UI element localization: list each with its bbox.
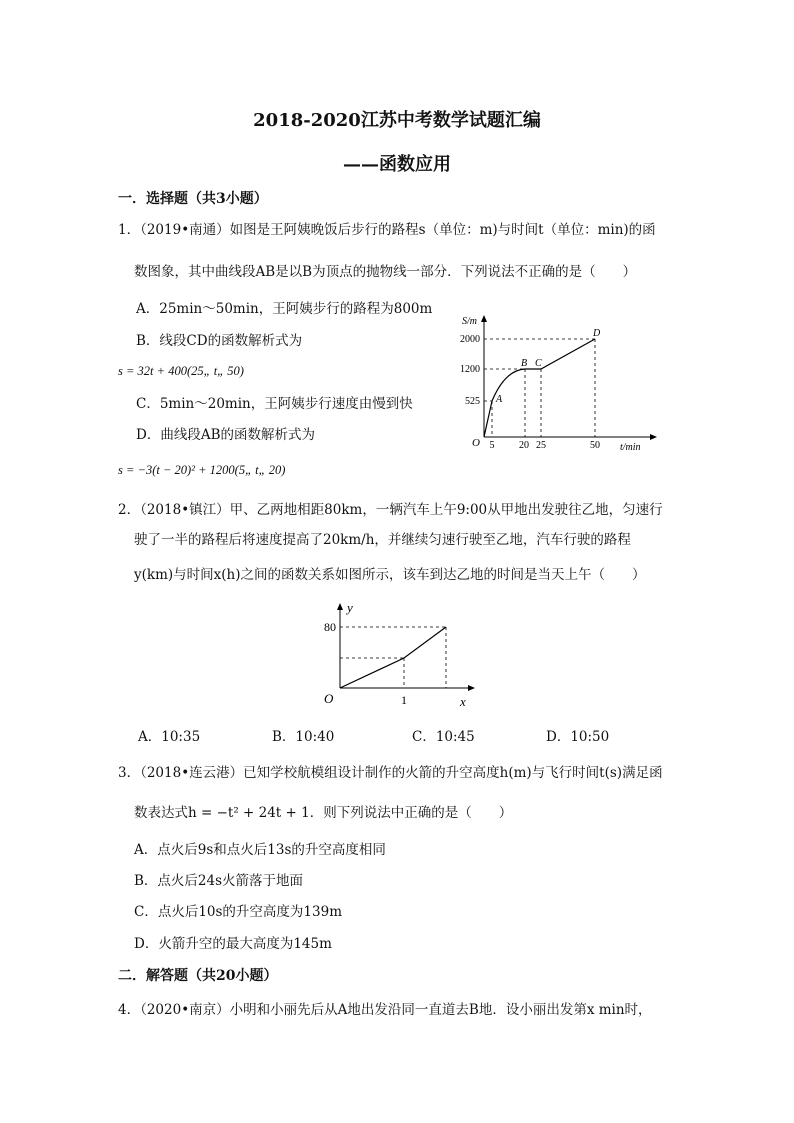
q2-graph-line: [340, 627, 446, 688]
q2-origin-label: O: [324, 691, 334, 706]
q1-y-axis-label: S/m: [462, 316, 477, 327]
q1-point-a: A: [496, 394, 503, 405]
q1-point-b: B: [521, 358, 528, 369]
q2-y-axis-label: y: [347, 600, 353, 615]
q2-option-a: A．10:35: [138, 729, 201, 745]
q3-option-a: A．点火后9s和点火后13s的升空高度相同: [134, 842, 386, 858]
q3-option-c: C．点火后10s的升空高度为139m: [134, 904, 343, 920]
q1-xtick-25: 25: [536, 440, 546, 450]
q2-x-axis-label: x: [460, 694, 466, 709]
q1-xtick-20: 20: [519, 440, 529, 450]
q4-stem-line1: 4．（2020•南京）小明和小丽先后从A地出发沿同一直道去B地．设小丽出发第x min时，: [118, 1002, 652, 1018]
q1-origin-label: O: [472, 437, 480, 449]
q1-point-d: D: [593, 328, 601, 339]
q1-stem-line1: 1．（2019•南通）如图是王阿姨晚饭后步行的路程s（单位：m)与时间t（单位：min)的函: [118, 222, 656, 238]
q2-y-axis-arrow: [337, 603, 343, 610]
q1-distance-time-graph: [450, 310, 660, 450]
q3-option-d: D．火箭升空的最大高度为145m: [134, 936, 332, 952]
q1-ytick-1200: 1200: [460, 364, 480, 375]
q2-xtick-1: 1: [401, 693, 407, 707]
section-heading-answer: 二．解答题（共20小题）: [118, 968, 278, 984]
page-title: 2018-2020江苏中考数学试题汇编: [253, 110, 541, 131]
q3-stem-line1: 3．（2018•连云港）已知学校航模组设计制作的火箭的升空高度h(m)与飞行时间t(s)满足函: [118, 765, 663, 781]
q1-option-d-formula: s = −3(t − 20)² + 1200(5„ t„ 20): [118, 463, 286, 477]
q3-option-b: B．点火后24s火箭落于地面: [134, 873, 304, 889]
q2-distance-time-graph: [310, 598, 480, 710]
q1-option-d: D．曲线段AB的函数解析式为: [136, 427, 315, 443]
q1-ytick-2000: 2000: [460, 334, 480, 345]
q1-y-axis-arrow: [481, 315, 487, 322]
q2-stem-line3: y(km)与时间x(h)之间的函数关系如图所示，该车到达乙地的时间是当天上午（ ）: [134, 567, 646, 583]
q1-stem-line2: 数图象，其中曲线段AB是以B为顶点的抛物线一部分．下列说法不正确的是（ ）: [134, 264, 637, 280]
q2-ytick-80: 80: [324, 620, 336, 634]
q1-option-a: A．25min～50min，王阿姨步行的路程为800m: [136, 301, 433, 317]
q2-x-axis-arrow: [468, 685, 475, 691]
q2-stem-line2: 驶了一半的路程后将速度提高了20km/h，并继续匀速行驶至乙地，汽车行驶的路程: [134, 532, 631, 548]
q2-option-c: C．10:45: [412, 729, 475, 745]
q1-x-axis-label: t/min: [620, 442, 641, 450]
q1-graph-line: [484, 339, 595, 437]
q1-x-axis-arrow: [650, 434, 657, 440]
q2-stem-line1: 2．（2018•镇江）甲、乙两地相距80km，一辆汽车上午9:00从甲地出发驶往乙地，匀速行: [118, 502, 663, 518]
q1-ytick-525: 525: [465, 396, 480, 407]
q1-point-c: C: [535, 358, 542, 369]
q2-option-b: B．10:40: [272, 729, 335, 745]
q2-option-d: D．10:50: [546, 729, 610, 745]
page-subtitle: ——函数应用: [343, 154, 451, 175]
q1-option-b: B．线段CD的函数解析式为: [136, 333, 303, 349]
section-heading-choice: 一．选择题（共3小题）: [118, 191, 268, 207]
q1-xtick-5: 5: [489, 440, 495, 450]
q1-option-c: C．5min～20min，王阿姨步行速度由慢到快: [136, 396, 413, 412]
q3-stem-line2: 数表达式h = −t² + 24t + 1．则下列说法中正确的是（ ）: [134, 805, 513, 821]
q1-option-b-formula: s = 32t + 400(25„ t„ 50): [118, 364, 244, 378]
q1-xtick-50: 50: [590, 440, 600, 450]
